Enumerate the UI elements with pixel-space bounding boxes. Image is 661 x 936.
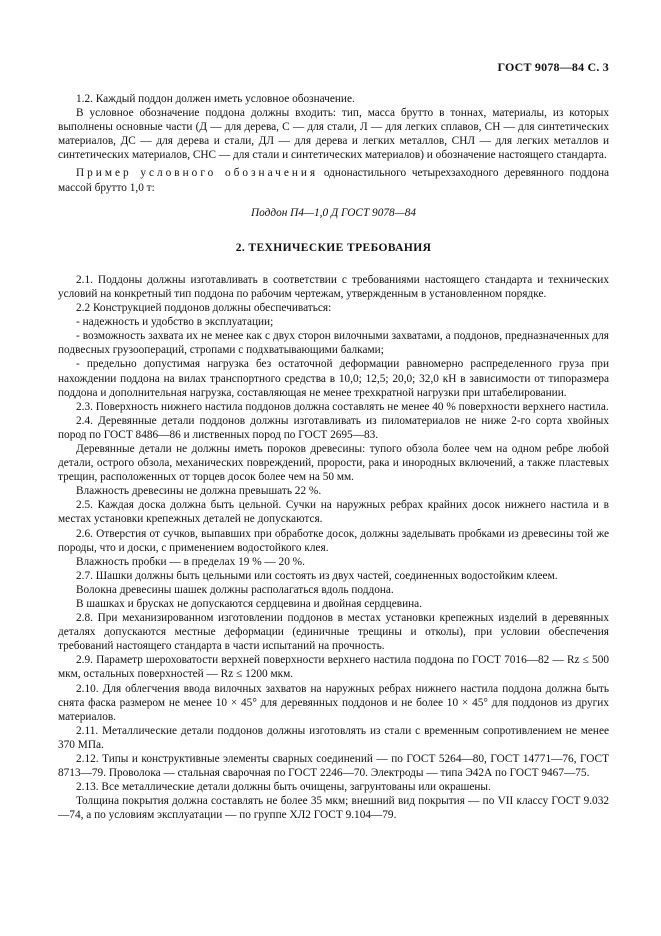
paragraph-2-10: 2.10. Для облегчения ввода вилочных захватов на наружных ребрах нижнего настила поддона должна быть снята фаска размером не менее 10 × 45° для деревянных поддонов и не более 10 × 45° для поддонов из других материалов. xyxy=(58,682,609,723)
example-label: Пример условного обозначения xyxy=(76,167,319,180)
list-item-load: - предельно допустимая нагрузка без остаточной деформации равномерно распределенного груза при нахождении поддона на вилах транспортного средства в 10,0; 12,5; 20,0; 32,0 кН в зависимости от типоразмера поддона и дополнительная нагрузка, составляющая не менее трехкратной нагрузки при штабелировании. xyxy=(58,358,609,399)
paragraph-1-2: 1.2. Каждый поддон должен иметь условное обозначение. xyxy=(76,93,355,105)
paragraph-2-9: 2.9. Параметр шероховатости верхней поверхности верхнего настила поддона по ГОСТ 7016—82 — Rz ≤ 500 мкм, остальных поверхностей — Rz ≤ 1200 мкм. xyxy=(58,654,609,681)
paragraph-2-4-moisture: Влажность древесины не должна превышать 22 %. xyxy=(76,485,322,498)
page-header: ГОСТ 9078—84 С. 3 xyxy=(497,60,609,74)
list-item-reliability: - надежность и удобство в эксплуатации; xyxy=(76,316,274,329)
document-body xyxy=(58,92,609,823)
paragraph-2-13-coating: Толщина покрытия должна составлять не более 35 мкм; внешний вид покрытия — по VII классу ГОСТ 9.032—74, а по условиям эксплуатации — по группе ХЛ2 ГОСТ 9.104—79. xyxy=(58,795,609,822)
paragraph-2-6-moisture: Влажность пробки — в пределах 19 % — 20 %. xyxy=(76,555,305,568)
section-title: 2. ТЕХНИЧЕСКИЕ ТРЕБОВАНИЯ xyxy=(235,241,432,254)
list-item-grip: - возможность захвата их не менее как с двух сторон вилочными захватами, а поддонов, предназначенных для подвесных грузоопераций, стропами с подхватывающими балками; xyxy=(58,330,609,357)
example-designation: Поддон П4—1,0 Д ГОСТ 9078—84 xyxy=(251,206,416,219)
paragraph-2-6: 2.6. Отверстия от сучков, выпавших при обработке досок, должны заделывать пробками из древесины той же породы, что и доски, с применением водостойкого клея. xyxy=(58,527,609,554)
example-paragraph xyxy=(58,166,609,194)
paragraph-2-8: 2.8. При механизированном изготовлении поддонов в местах установки крепежных изделий в деревянных деталях допускаются местные деформации (единичные трещины и отколы), при условии обеспечения требований настоящего стандарта в части испытаний на прочность. xyxy=(58,612,609,653)
paragraph-2-11: 2.11. Металлические детали поддонов должны изготовлять из стали с временным сопротивлением не менее 370 МПа. xyxy=(58,724,609,751)
paragraph-2-1: 2.1. Поддоны должны изготавливать в соответствии с требованиями настоящего стандарта и технических условий на конкретный тип поддона по рабочим чертежам, утвержденным в установленном порядке. xyxy=(58,273,609,300)
paragraph-2-12: 2.12. Типы и конструктивные элементы сварных соединений — по ГОСТ 5264—80, ГОСТ 14771—76, ГОСТ 8713—79. Проволока — стальная сварочная по ГОСТ 2246—70. Электроды — типа Э42А по ГОСТ 9467—75. xyxy=(58,753,609,780)
paragraph-2-7: 2.7. Шашки должны быть цельными или состоять из двух частей, соединенных водостойким клеем. xyxy=(76,569,558,582)
paragraph-2-2: 2.2 Конструкцией поддонов должны обеспечиваться: xyxy=(76,302,332,315)
paragraph-2-5: 2.5. Каждая доска должна быть цельной. Сучки на наружных ребрах крайних досок нижнего настила и в местах установки крепежных деталей не допускаются. xyxy=(58,499,609,526)
paragraph-2-4-defects: Деревянные детали не должны иметь пороков древесины: тупого обзола более чем на одном ребре любой детали, острого обзола, механических повреждений, прорости, рака и инородных включений, а также пластевых трещин, расположенных от торцев досок более чем на 50 мм. xyxy=(58,442,609,484)
example-text: однонастильного четырехзаходного деревянного поддона массой брутто 1,0 т: xyxy=(58,167,610,194)
paragraph-2-13: 2.13. Все металлические детали должны быть очищены, загрунтованы или окрашены. xyxy=(76,781,491,794)
paragraph-2-7-core: В шашках и брусках не допускаются сердцевина и двойная сердцевина. xyxy=(76,598,422,610)
paragraph-designation-rules: В условное обозначение поддона должны входить: тип, масса брутто в тоннах, материалы, из которых выполнены основные части (Д — для дерева, С — для стали, Л — для легких сплавов, СН — для синтетических материалов, ДС — для дерева и стали, ДЛ — для дерева и легких металлов, СНЛ — для легких металлов и синтетических материалов, СНС — для стали и синтетических материалов) и обозначение настоящего стандарта. xyxy=(58,107,609,162)
paragraph-2-4: 2.4. Деревянные детали поддонов должны изготавливать из пиломатериалов не ниже 2-го сорта хвойных пород по ГОСТ 8486—86 и лиственных пород по ГОСТ 2695—83. xyxy=(58,414,609,441)
paragraph-2-3: 2.3. Поверхность нижнего настила поддонов должна составлять не менее 40 % поверхности верхнего настила. xyxy=(76,400,609,413)
paragraph-2-7-fibers: Волокна древесины шашек должны располагаться вдоль поддона. xyxy=(76,583,394,596)
